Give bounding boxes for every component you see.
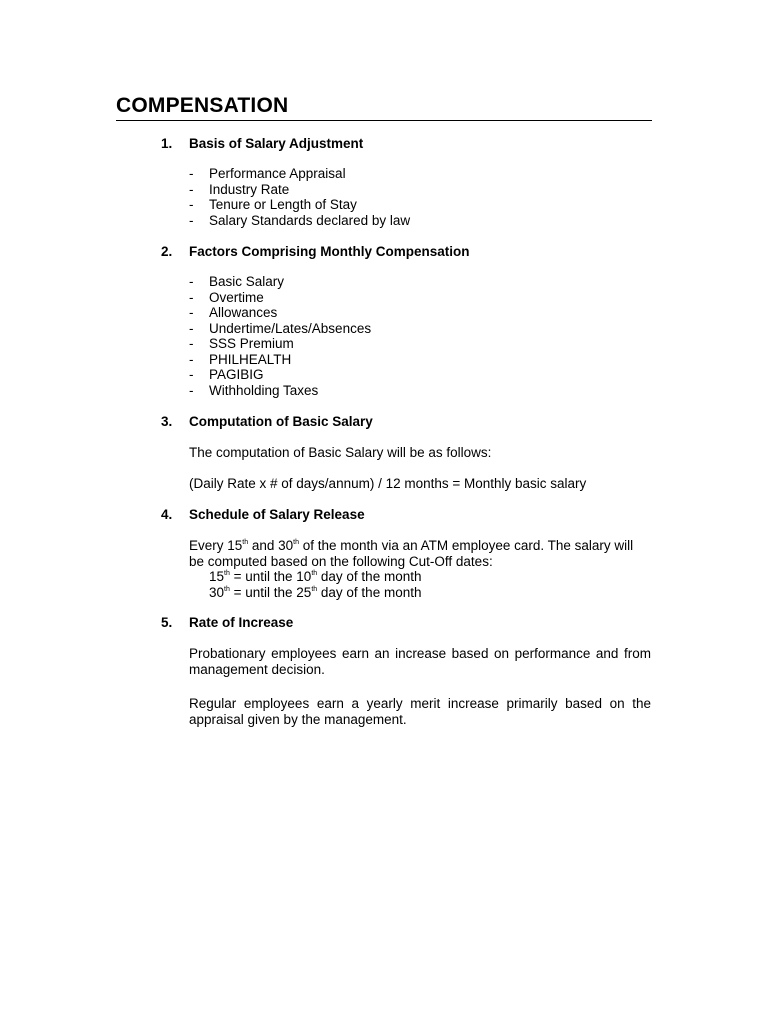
bullet-dash: - xyxy=(189,212,194,228)
bullet-dash: - xyxy=(189,197,194,212)
list-item: - Basic Salary xyxy=(189,274,285,289)
list-item: - PAGIBIG xyxy=(189,367,264,382)
section-3-heading xyxy=(161,413,373,430)
list-item: - Industry Rate xyxy=(189,181,290,197)
bullet-dash: - xyxy=(189,367,194,382)
list-item: - Tenure or Length of Stay xyxy=(189,197,357,212)
salary-release-paragraph: Every 15th and 30th of the month via an ATM employee card. The salary will be computed based on the following Cut-Off dates: xyxy=(189,538,634,569)
bullet-dash: - xyxy=(189,181,194,197)
list-item: - Overtime xyxy=(189,289,264,305)
list-item: - Performance Appraisal xyxy=(189,166,346,181)
section-2-heading xyxy=(161,243,470,260)
section-4-heading xyxy=(161,506,365,523)
list-item: - SSS Premium xyxy=(189,336,294,351)
cutoff-line-15th: 15th = until the 10th day of the month xyxy=(209,569,422,584)
section-number: 2. xyxy=(161,244,173,259)
section-5-heading xyxy=(161,614,293,631)
list-item: - Undertime/Lates/Absences xyxy=(189,320,372,336)
bullet-dash: - xyxy=(189,166,194,181)
list-item: - PHILHEALTH xyxy=(189,351,292,367)
section-title: Rate of Increase xyxy=(189,615,294,630)
cutoff-dates xyxy=(189,569,651,600)
bullet-dash: - xyxy=(189,336,194,351)
section-title: Schedule of Salary Release xyxy=(189,507,365,522)
section-title: Basis of Salary Adjustment xyxy=(189,136,364,151)
basic-salary-formula: (Daily Rate x # of days/annum) / 12 months = Monthly basic salary xyxy=(189,476,587,491)
document-title: COMPENSATION xyxy=(116,94,289,117)
bullet-dash: - xyxy=(189,382,194,398)
section-1-heading xyxy=(161,135,363,152)
title-underline xyxy=(116,120,652,121)
section-title: Factors Comprising Monthly Compensation xyxy=(189,244,470,259)
section-number: 5. xyxy=(161,615,173,630)
list-item: - Withholding Taxes xyxy=(189,382,319,398)
cutoff-line-30th: 30th = until the 25th day of the month xyxy=(209,584,422,600)
section-number: 3. xyxy=(161,414,173,429)
bullet-dash: - xyxy=(189,351,194,367)
probationary-paragraph: Probationary employees earn an increase based on performance and from management decision. xyxy=(189,646,651,677)
list-item: - Salary Standards declared by law xyxy=(189,212,411,228)
section-2-list xyxy=(189,274,371,398)
bullet-dash: - xyxy=(189,274,194,289)
regular-paragraph: Regular employees earn a yearly merit increase primarily based on the appraisal given by the management. xyxy=(189,696,651,727)
bullet-dash: - xyxy=(189,289,194,305)
section-number: 1. xyxy=(161,136,173,151)
section-number: 4. xyxy=(161,507,173,522)
section-1-list xyxy=(189,166,410,228)
section-title: Computation of Basic Salary xyxy=(189,414,373,429)
bullet-dash: - xyxy=(189,305,194,320)
list-item: - Allowances xyxy=(189,305,278,320)
basic-salary-intro: The computation of Basic Salary will be as follows: xyxy=(189,445,492,460)
bullet-dash: - xyxy=(189,320,194,336)
